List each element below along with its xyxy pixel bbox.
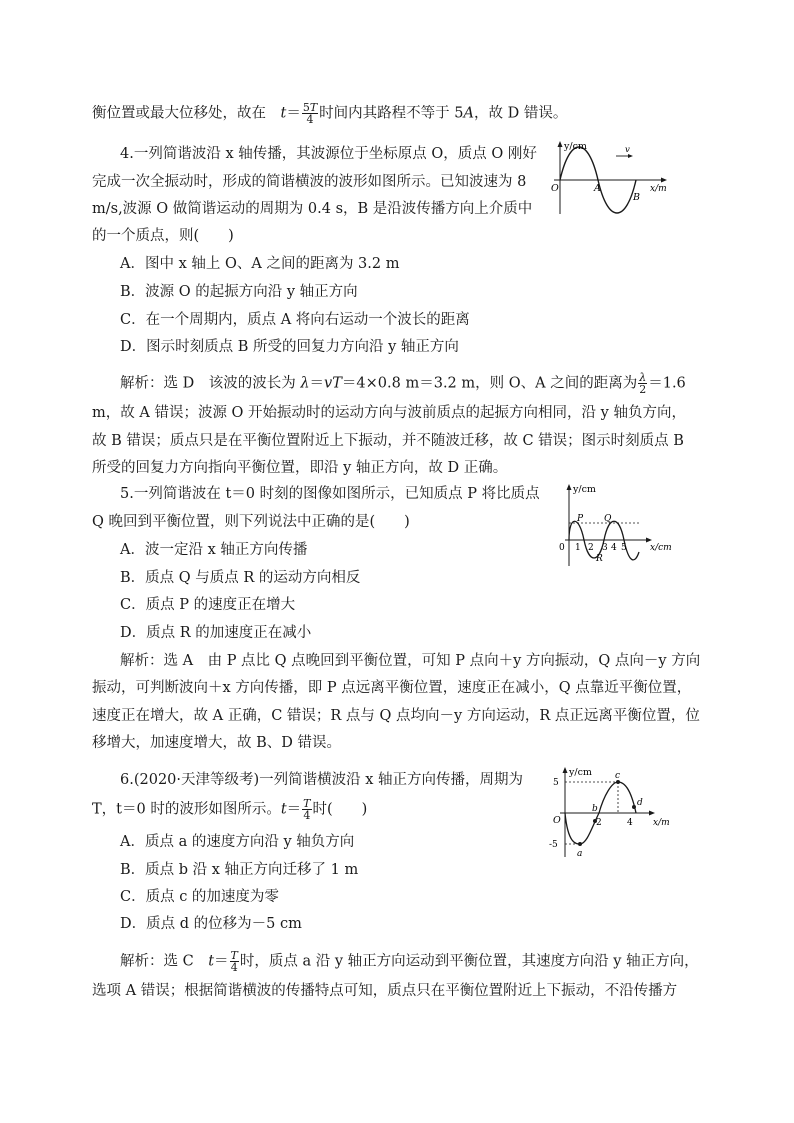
q4-analysis-2: m，故 A 错误；波源 O 开始振动时的运动方向与波前质点的起振方向相同，沿 y 轴负方向，	[92, 405, 686, 421]
q6-analysis-1: 解析：选 C t＝ $\frac{T}{4}$ 时，质点 a 沿 y 轴正方向运动到平衡位置，其速度方向沿 y 轴正方向，	[120, 949, 699, 974]
q4-point-b-label: B	[633, 192, 640, 203]
q4-stem-1: 4.一列简谐波沿 x 轴传播，其波源位于坐标原点 O，质点 O 刚好	[120, 146, 537, 162]
q6-option-b: B．质点 b 沿 x 轴正方向迁移了 1 m	[120, 862, 359, 878]
q5-wave-curve	[569, 521, 639, 560]
q5-option-b: B．质点 Q 与质点 R 的运动方向相反	[120, 570, 361, 586]
q4-stem-3: m/s,波源 O 做简谐运动的周期为 0.4 s，B 是沿波传播方向上介质中	[92, 201, 533, 217]
q4-point-a-label: A	[594, 183, 601, 194]
q4-stem-4: 的一个质点，则( )	[92, 228, 234, 244]
q5-option-c: C．质点 P 的速度正在增大	[120, 597, 296, 613]
q5-stem-1: 5.一列简谐波在 t＝0 时刻的图像如图所示，已知质点 P 将比质点	[120, 486, 540, 502]
q6-tick-y-neg: -5	[549, 840, 558, 850]
q5-tick-5: 5	[621, 543, 627, 553]
top-line-1: 衡位置或最大位移处，故在 t＝ $\frac{5T}{4}$ 时间内其路程不等于 5A，故 D 错误。	[92, 101, 568, 126]
q4-wave-figure	[550, 138, 680, 218]
q4-origin-label: O	[551, 183, 559, 194]
q4-option-c: C．在一个周期内，质点 A 将向右运动一个波长的距离	[120, 312, 470, 328]
q5-y-label: y/cm	[573, 484, 596, 495]
q5-tick-0: 0	[559, 543, 565, 553]
q4-analysis-1: 解析：选 D 该波的波长为 λ＝vT＝4×0.8 m＝3.2 m，则 O、A 之间的距离为 $\frac{\lambda}{2}$ ＝1.6	[120, 371, 686, 396]
q5-wave-figure	[555, 480, 685, 568]
q6-y-arrowhead	[563, 767, 568, 773]
q6-tick-x-4: 4	[627, 818, 633, 828]
q5-tick-4: 4	[611, 543, 617, 553]
q5-x-arrowhead	[646, 538, 652, 543]
q6-wave-figure	[540, 765, 675, 860]
q4-y-label: y/cm	[564, 141, 587, 152]
q6-origin-label: O	[553, 815, 561, 826]
q6-option-a: A．质点 a 的速度方向沿 y 轴负方向	[120, 834, 355, 850]
q5-analysis-2: 振动，可判断波向＋x 方向传播，即 P 点远离平衡位置，速度正在减小，Q 点靠近平衡位置，	[92, 680, 692, 696]
q4-x-arrowhead	[661, 178, 667, 183]
q6-x-arrowhead	[649, 811, 655, 816]
q5-analysis-3: 速度正在增大，故 A 正确，C 错误；R 点与 Q 点均向－y 方向运动，R 点正远离平衡位置，位	[92, 708, 700, 724]
q4-option-b: B．波源 O 的起振方向沿 y 轴正方向	[120, 284, 358, 300]
q5-point-p-label: P	[577, 514, 584, 524]
q5-tick-1: 1	[575, 543, 581, 553]
q6-tick-x-2: 2	[596, 818, 602, 828]
q5-point-r-label: R	[596, 554, 603, 564]
q6-stem-1: 6.(2020·天津等级考)一列简谐横波沿 x 轴正方向传播，周期为	[120, 772, 524, 788]
q6-point-a-label: a	[577, 849, 583, 859]
q5-point-q-label: Q	[604, 514, 612, 524]
q6-analysis-2: 选项 A 错误；根据简谐横波的传播特点可知，质点只在平衡位置附近上下振动，不沿传播方	[92, 983, 678, 999]
q5-analysis-4: 移增大，加速度增大，故 B、D 错误。	[92, 735, 341, 751]
fraction-lambda-over-2: $\frac{\lambda}{2}$	[639, 371, 647, 396]
q6-point-d-dot	[632, 805, 636, 809]
q4-option-d: D．图示时刻质点 B 所受的回复力方向沿 y 轴正方向	[120, 339, 459, 355]
q4-y-arrowhead	[558, 141, 563, 147]
q6-option-d: D．质点 d 的位移为－5 cm	[120, 916, 302, 932]
q6-x-label: x/m	[653, 818, 670, 828]
q6-point-b-label: b	[592, 804, 598, 814]
q5-tick-3: 3	[602, 543, 608, 553]
q6-point-c-label: c	[615, 771, 621, 781]
fraction-T-over-4-analysis: $\frac{T}{4}$	[230, 949, 238, 974]
q4-velocity-label: v	[625, 145, 630, 155]
q5-y-arrowhead	[567, 484, 572, 490]
q6-option-c: C．质点 c 的加速度为零	[120, 889, 279, 905]
q4-analysis-4: 所受的回复力方向指向平衡位置，即沿 y 轴正方向，故 D 正确。	[92, 460, 508, 476]
q4-option-a: A．图中 x 轴上 O、A 之间的距离为 3.2 m	[120, 256, 400, 272]
q4-x-label: x/m	[650, 184, 667, 194]
q5-option-d: D．质点 R 的加速度正在减小	[120, 625, 312, 641]
q4-stem-2: 完成一次全振动时，形成的简谐横波的波形如图所示。已知波速为 8	[92, 174, 527, 190]
q5-analysis-1: 解析：选 A 由 P 点比 Q 点晚回到平衡位置，可知 P 点向＋y 方向振动，Q 点向－y 方向	[120, 653, 701, 669]
fraction-5T-over-4: $\frac{5T}{4}$	[302, 101, 318, 126]
q4-analysis-3: 故 B 错误；质点只是在平衡位置附近上下振动，并不随波迁移，故 C 错误；图示时刻质点 B	[92, 433, 684, 449]
q6-y-label: y/cm	[569, 767, 592, 778]
q5-tick-2: 2	[588, 543, 594, 553]
q6-stem-2: T，t＝0 时的波形如图所示。t＝ $\frac{T}{4}$ 时( )	[92, 797, 368, 822]
q5-option-a: A．波一定沿 x 轴正方向传播	[120, 542, 308, 558]
q5-x-label: x/cm	[650, 543, 672, 553]
q6-point-d-label: d	[637, 798, 643, 808]
fraction-T-over-4: $\frac{T}{4}$	[303, 797, 311, 822]
q6-point-a-dot	[578, 842, 582, 846]
q6-tick-y-pos: 5	[553, 778, 559, 788]
q5-stem-2: Q 晚回到平衡位置，则下列说法中正确的是( )	[92, 514, 410, 530]
